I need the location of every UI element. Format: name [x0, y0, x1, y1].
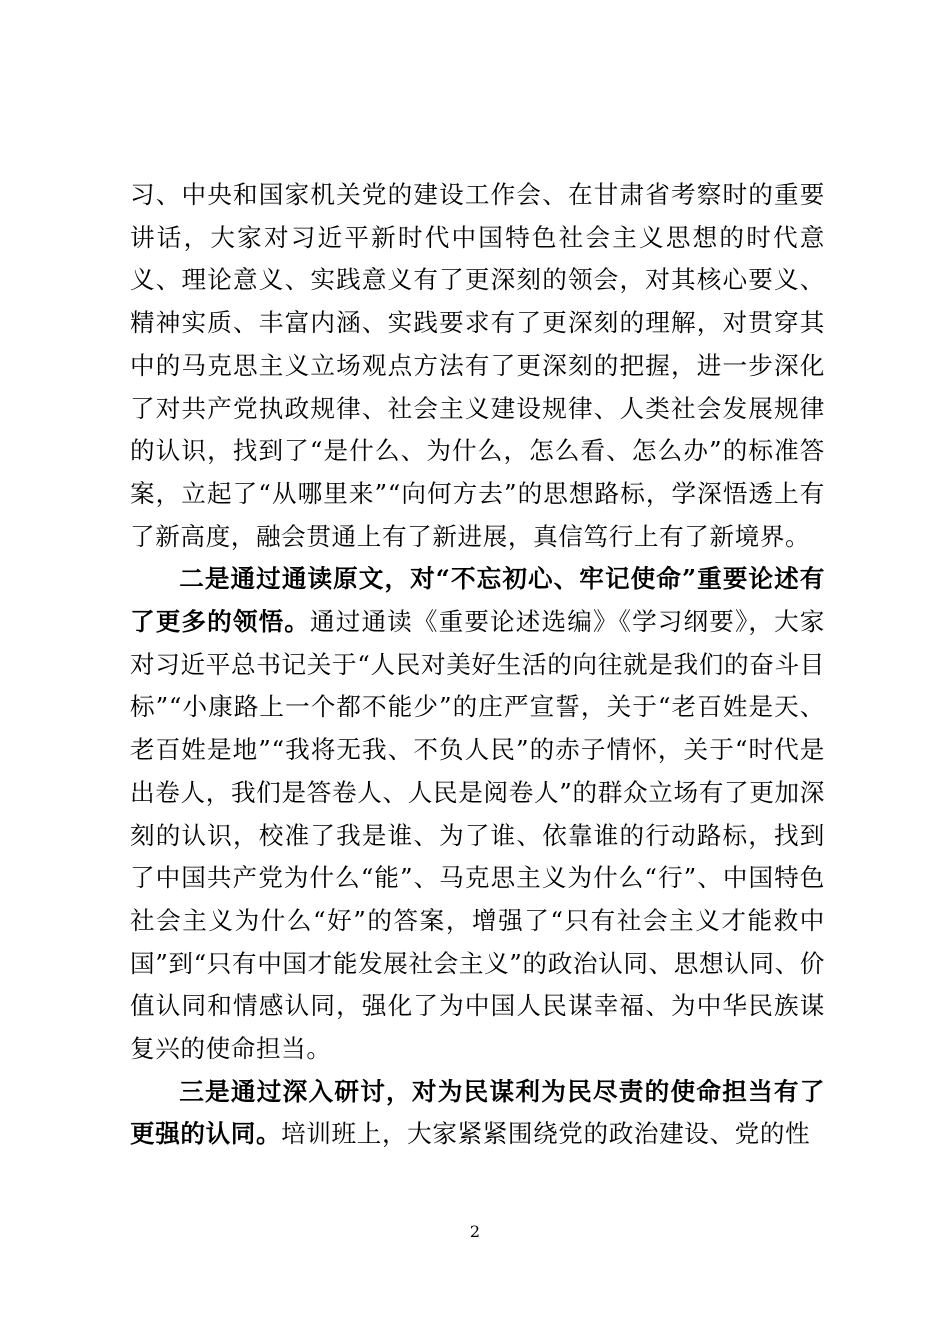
paragraph-text: 通过通读《重要论述选编》《学习纲要》，大家对习近平总书记关于“人民对美好生活的向往就是我们的奋斗目标”“小康路上一个都不能少”的庄严宣誓，关于“老百姓是天、老百姓是地”“我将无我、不负人民”的赤子情怀，关于“时代是出卷人，我们是答卷人、人民是阅卷人”的群众立场有了更加深刻的认识，校准了我是谁、为了谁、依靠谁的行动路标，找到了中国共产党为什么“能”、马克思主义为什么“行”、中国特色社会主义为什么“好”的答案，增强了“只有社会主义才能救中国”到“只有中国才能发展社会主义”的政治认同、思想认同、价值认同和情感认同，强化了为中国人民谋幸福、为中华民族谋复兴的使命担当。 [130, 607, 825, 1064]
paragraph-continuation [130, 174, 825, 558]
paragraph-text: 习、中央和国家机关党的建设工作会、在甘肃省考察时的重要讲话，大家对习近平新时代中国特色社会主义思想的时代意义、理论意义、实践意义有了更深刻的领会，对其核心要义、精神实质、丰富内涵、实践要求有了更深刻的理解，对贯穿其中的马克思主义立场观点方法有了更深刻的把握，进一步深化了对共产党执政规律、社会主义建设规律、人类社会发展规律的认识，找到了“是什么、为什么，怎么看、怎么办”的标准答案，立起了“从哪里来”“向何方去”的思想路标，学深悟透上有了新高度，融会贯通上有了新进展，真信笃行上有了新境界。 [130, 180, 825, 551]
document-body [130, 174, 825, 1156]
paragraph-text: 培训班上，大家紧紧围绕党的政治建设、党的性 [281, 1119, 811, 1149]
paragraph-point-three [130, 1071, 825, 1156]
paragraph-lead-bold: 二是通过通读原文，对“不忘初心、牢记使命”重要论述有了更多的领悟。 [130, 564, 825, 637]
page-number: 2 [469, 1222, 481, 1241]
paragraph-lead-bold: 三是通过深入研讨，对为民谋利为民尽责的使命担当有了更强的认同。 [130, 1076, 825, 1149]
paragraph-point-two [130, 558, 825, 1070]
